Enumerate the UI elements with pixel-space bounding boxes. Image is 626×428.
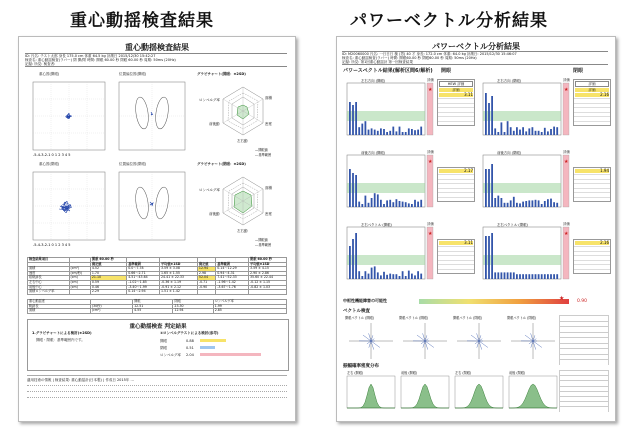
svg-text:左右ベクトル (閉眼): 左右ベクトル (閉眼) xyxy=(497,223,528,227)
judge-right-head: ②ロンベルグテストによる検討(参考) xyxy=(160,331,219,335)
vector-panel xyxy=(343,315,399,361)
table-cell: -0.82 ± 1.03 xyxy=(249,285,287,290)
judge-title: 重心動揺検査 判定結果 xyxy=(129,324,187,330)
table-cell: 0.14～2.94 xyxy=(127,290,160,295)
foot-closed-chart xyxy=(115,169,189,249)
table-cell: -0.36 ± 1.19 xyxy=(160,280,198,285)
svg-text:★: ★ xyxy=(428,231,433,237)
svg-text:---基準範囲: ---基準範囲 xyxy=(255,243,272,247)
svg-text:前後動: 前後動 xyxy=(209,122,220,126)
neuro-gradient-bar xyxy=(419,299,569,304)
svg-text:前後 (閉眼): 前後 (閉眼) xyxy=(509,371,526,375)
table-cell: 面積ロンベルグ率 xyxy=(28,290,70,295)
svg-text:密度: 密度 xyxy=(265,122,272,126)
table-cell: 測定値 xyxy=(90,262,126,267)
table-cell: 2.29 xyxy=(90,290,126,295)
table-cell: -0.90 xyxy=(197,285,215,290)
sway-report-title: 重心動揺検査結果 xyxy=(125,43,189,52)
table-cell: 7.41～52.33 xyxy=(216,276,249,281)
eval-box xyxy=(573,167,611,202)
table-cell: 3.59 ± 4.15 xyxy=(249,267,287,272)
table-cell: 開眼 xyxy=(133,300,173,305)
pv-header-block xyxy=(342,51,608,65)
eval-badge-value: 評価 xyxy=(575,88,609,92)
judge-bar-label: 閉眼 xyxy=(160,345,167,350)
table-cell: 面積 xyxy=(28,267,70,272)
spectrum-panel xyxy=(477,77,577,143)
table-row xyxy=(28,290,287,295)
svg-text:左右 (閉眼): 左右 (閉眼) xyxy=(455,371,472,375)
footer-block xyxy=(27,375,287,400)
table-cell: 検査結果項目 xyxy=(28,258,70,263)
svg-text:評価: 評価 xyxy=(427,78,434,82)
svg-text:ロンベルグ率: ロンベルグ率 xyxy=(199,98,220,102)
table-cell: 1.65 ± 1.55 xyxy=(160,271,198,276)
svg-text:前後方向 (開眼): 前後方向 (開眼) xyxy=(361,151,386,155)
svg-text:評価: 評価 xyxy=(427,150,434,154)
pv-header-row: 記録: 所見: 第1回重心動揺計 第一回検査結果 xyxy=(342,60,413,64)
judge-bar xyxy=(200,339,226,342)
neuro-label: 中枢性機能障害の可能性 xyxy=(343,298,387,303)
svg-text:★: ★ xyxy=(428,87,433,93)
foot-open-chart xyxy=(115,79,189,159)
table-cell: -1.02～1.85 xyxy=(127,280,160,285)
svg-text:ロンベルグ率: ロンベルグ率 xyxy=(199,188,220,192)
svg-text:前後方向 (閉眼): 前後方向 (閉眼) xyxy=(497,151,522,155)
cop-open-chart xyxy=(27,79,113,159)
col-label-closed: 閉眼 xyxy=(573,68,584,74)
svg-text:評価: 評価 xyxy=(427,222,434,226)
sway-mini-table xyxy=(27,299,287,314)
vector-label: ベクトル検査 xyxy=(343,309,370,314)
table-cell: (cm²) xyxy=(90,309,132,314)
table-cell xyxy=(216,290,249,295)
pv-header-row: ID: M20060000 氏名: 一日日日 様 (男) 40 才 身長: 172.0 cm 体重: 64.0 kg 計測日: 2015/12/30 15:46:07 xyxy=(342,52,517,56)
table-cell: 1.51 ± 1.42 xyxy=(160,290,198,295)
table-cell: 0.59 xyxy=(90,280,126,285)
sway-header-row: ID: 氏名: テスト太郎 身長 175.0 cm 体重 64.5 kg 計測日 2015/12/30 15:42:27 xyxy=(25,54,156,58)
table-cell: -0.12 ± 1.15 xyxy=(249,280,287,285)
svg-text:面積: 面積 xyxy=(265,186,272,190)
table-cell: 4.52 xyxy=(90,267,126,272)
table-cell: 速度 xyxy=(28,271,70,276)
sway-report-page xyxy=(18,36,296,422)
spectrum-panel xyxy=(477,149,577,215)
table-cell: 12.94 xyxy=(197,267,215,272)
foot-open-label: 位置偏位図(開眼) xyxy=(119,72,147,76)
vector-panel xyxy=(451,315,507,361)
right-heading: パワーベクトル分析結果 xyxy=(350,11,548,31)
judge-box xyxy=(27,319,289,371)
radar-open-label: グラビチャート(開眼：±2SD) xyxy=(197,72,246,76)
table-cell: 基準範囲 xyxy=(127,262,160,267)
table-cell: -0.71 xyxy=(197,280,215,285)
svg-text:★: ★ xyxy=(564,231,569,237)
table-cell: (30秒) xyxy=(90,304,132,309)
svg-text:左右 (開眼): 左右 (開眼) xyxy=(347,371,364,375)
radar-closed-chart xyxy=(197,169,289,253)
table-cell: 0.94～4.31 xyxy=(216,271,249,276)
judge-bars xyxy=(160,337,280,358)
table-cell: 3.59 ± 3.08 xyxy=(160,267,198,272)
table-cell xyxy=(197,290,215,295)
table-cell: (cm/秒) xyxy=(69,271,90,276)
table-cell: 開眼 60.00 秒 xyxy=(90,258,126,263)
table-cell: 測定値 xyxy=(197,262,215,267)
judge-bar-row xyxy=(160,344,280,351)
table-cell: 12.51 xyxy=(133,304,173,309)
judge-bar-row xyxy=(160,337,280,344)
pv-report-title: パワーベクトル分析結果 xyxy=(432,42,520,51)
table-cell: 0.46 xyxy=(90,285,126,290)
table-cell: 面積 xyxy=(28,309,91,314)
table-cell: (cm²) xyxy=(69,267,90,272)
spectrum-panel xyxy=(341,221,441,287)
table-cell: 総軌跡長 xyxy=(28,276,70,281)
eval-box xyxy=(437,239,475,274)
table-cell: 1.70 xyxy=(90,271,126,276)
table-row xyxy=(28,309,287,314)
sway-header-row: 検査名: 重心動揺検査(ラバー) 閉 開/閉 時間: 開眼 60.00 秒 閉眼 60.00 秒 周期: 50ms (20Hz) xyxy=(25,58,176,62)
table-cell: 2.85 xyxy=(213,309,286,314)
judge-bar-value: 2.04 xyxy=(186,352,194,357)
table-cell: -3.40～1.99 xyxy=(127,285,160,290)
svg-text:左右方向 (閉眼): 左右方向 (閉眼) xyxy=(497,79,522,83)
table-cell: 24.41 ± 22.33 xyxy=(160,276,198,281)
svg-text:★: ★ xyxy=(428,159,433,165)
table-cell: 21.10 xyxy=(90,276,126,281)
judge-bar-label: 開眼 xyxy=(160,338,167,343)
eval-value: 2.16 xyxy=(575,241,609,245)
neuro-value: 0.90 xyxy=(577,299,588,304)
cop-open-axis: -5-4-3-2-1 0 1 2 3 4 5 xyxy=(33,153,71,157)
dist-panel xyxy=(505,370,561,414)
table-cell: 4.51～43.64 xyxy=(127,276,160,281)
pv-section-label: パワースペクトル結果(解析区間6/解析) xyxy=(343,68,433,74)
spectrum-panel xyxy=(341,77,441,143)
power-vector-page xyxy=(336,36,616,422)
judge-bar-label: ロンベルグ率 xyxy=(160,352,181,357)
cop-closed-axis: -5-4-3-2-1 0 1 2 3 4 5 xyxy=(33,243,71,247)
eval-badge: HEW 評価 xyxy=(439,81,473,87)
svg-text:密度: 密度 xyxy=(265,212,272,216)
sway-results-table xyxy=(27,257,287,295)
left-heading: 重心動揺検査結果 xyxy=(70,11,214,31)
table-cell: (cm) xyxy=(69,276,90,281)
table-cell xyxy=(249,290,287,295)
cop-closed-chart xyxy=(27,169,113,249)
radar-open-chart xyxy=(197,79,289,163)
radar-closed-label: グラビチャート(閉眼：±2SD) xyxy=(197,162,246,166)
col-label-open: 開眼 xyxy=(441,68,452,74)
svg-text:左右動: 左右動 xyxy=(237,229,248,233)
neuro-marker-icon: ★ xyxy=(559,295,565,302)
table-cell: 2.98 xyxy=(197,271,215,276)
table-cell: 閉眼 xyxy=(173,300,213,305)
table-cell: (cm) xyxy=(69,280,90,285)
table-cell: -0.91 ± 2.12 xyxy=(160,285,198,290)
eval-value: 3.11 xyxy=(439,93,473,97)
eval-value: 1.94 xyxy=(575,169,609,173)
judge-bar xyxy=(200,346,215,349)
sway-header-block xyxy=(25,53,287,67)
table-cell: 0.0～7.78 xyxy=(127,267,160,272)
table-cell: 2.90 ± 2.86 xyxy=(249,271,287,276)
judge-bar-value: 0.51 xyxy=(186,345,194,350)
dist-side-table xyxy=(559,370,609,412)
svg-text:★: ★ xyxy=(564,159,569,165)
table-cell: 平均値±1SD xyxy=(249,262,287,267)
svg-text:評価: 評価 xyxy=(563,78,570,82)
table-cell: 左右中心 xyxy=(28,280,70,285)
table-cell: 軌跡長 xyxy=(28,304,91,309)
vector-side-table xyxy=(559,315,609,365)
judge-bar-row xyxy=(160,351,280,358)
vector-panel xyxy=(397,315,453,361)
judge-left-head: 1.グラビチャートによる検討(±2SD) xyxy=(32,331,92,335)
table-cell: 前後中心 xyxy=(28,285,70,290)
table-cell: 52.04 xyxy=(197,276,215,281)
table-cell: 重心動揺度 xyxy=(28,300,91,305)
dist-panel xyxy=(343,370,399,414)
spectrum-panel xyxy=(477,221,577,287)
svg-text:前後 (開眼): 前後 (開眼) xyxy=(401,371,418,375)
pv-header-row: 検査名: 重心動揺検査(ラバー) 時間: 開眼60.00 秒 閉眼60.00 秒 周期: 50ms (20Hz) xyxy=(342,56,477,60)
judge-bar xyxy=(200,353,261,356)
table-cell: -3.67～1.76 xyxy=(216,285,249,290)
svg-text:評価: 評価 xyxy=(563,150,570,154)
svg-text:閉眼ベクトル (閉眼): 閉眼ベクトル (閉眼) xyxy=(507,316,536,320)
eval-badge-value: 評価 xyxy=(439,88,473,92)
footer-text: 適用技術の情報 | 検査結果: 重心動揺計(日本製) | 作成日 2015年 ... xyxy=(27,378,134,382)
table-cell xyxy=(69,290,90,295)
eval-box xyxy=(573,79,611,126)
table-cell: (cm) xyxy=(69,285,90,290)
spectrum-panel xyxy=(341,149,441,215)
eval-value: 2.16 xyxy=(575,93,609,97)
svg-text:前後動: 前後動 xyxy=(209,212,220,216)
cop-open-label: 重心図(開眼) xyxy=(39,72,60,76)
table-cell: 12.94 xyxy=(173,309,213,314)
cop-closed-label: 重心図(閉眼) xyxy=(39,162,60,166)
judge-left-text: 開眼・閉眼：基準範囲内です。 xyxy=(36,338,85,342)
dist-panel xyxy=(397,370,453,414)
svg-text:開眼ベクトル (閉眼): 開眼ベクトル (閉眼) xyxy=(453,316,482,320)
sway-header-row: 記録: 所見: 検査者: xyxy=(25,62,56,66)
foot-closed-label: 位置偏位図(閉眼) xyxy=(119,162,147,166)
svg-text:閉眼ベクトル (開眼): 閉眼ベクトル (開眼) xyxy=(399,316,428,320)
svg-text:---基準範囲: ---基準範囲 xyxy=(255,153,272,157)
table-cell: 35.60 ± 22.44 xyxy=(249,276,287,281)
dist-label: 振幅確率密度分布 xyxy=(343,364,379,369)
svg-text:—開眼値: —開眼値 xyxy=(255,148,268,152)
svg-text:左右ベクトル (開眼): 左右ベクトル (開眼) xyxy=(361,223,392,227)
eval-box xyxy=(437,79,475,126)
svg-text:★: ★ xyxy=(564,87,569,93)
eval-box xyxy=(573,239,611,274)
eval-badge: 評価 xyxy=(575,81,609,87)
svg-text:左右方向 (開眼): 左右方向 (開眼) xyxy=(361,79,386,83)
svg-text:面積: 面積 xyxy=(265,96,272,100)
table-cell: 23.30 xyxy=(173,304,213,309)
svg-text:開眼ベクトル (開眼): 開眼ベクトル (開眼) xyxy=(345,316,374,320)
table-cell: -1.96～1.42 xyxy=(216,280,249,285)
table-cell: 基準範囲 xyxy=(216,262,249,267)
eval-value: 3.11 xyxy=(439,241,473,245)
svg-text:—開眼値: —開眼値 xyxy=(255,238,268,242)
table-cell: 0.14～12.29 xyxy=(216,267,249,272)
table-cell: 閉眼 60.00 秒 xyxy=(249,258,287,263)
vector-panel xyxy=(505,315,561,361)
judge-bar-value: 0.88 xyxy=(186,338,194,343)
table-cell: 1.99 xyxy=(213,304,286,309)
table-cell: ロンベルグ率 xyxy=(213,300,286,305)
svg-text:左右動: 左右動 xyxy=(237,139,248,143)
table-cell: 4.55 xyxy=(133,309,173,314)
eval-value: 2.17 xyxy=(439,169,473,173)
dist-panel xyxy=(451,370,507,414)
table-cell: 平均値±1SD xyxy=(160,262,198,267)
table-cell: 0.66～2.71 xyxy=(127,271,160,276)
eval-box xyxy=(437,167,475,202)
svg-text:評価: 評価 xyxy=(563,222,570,226)
